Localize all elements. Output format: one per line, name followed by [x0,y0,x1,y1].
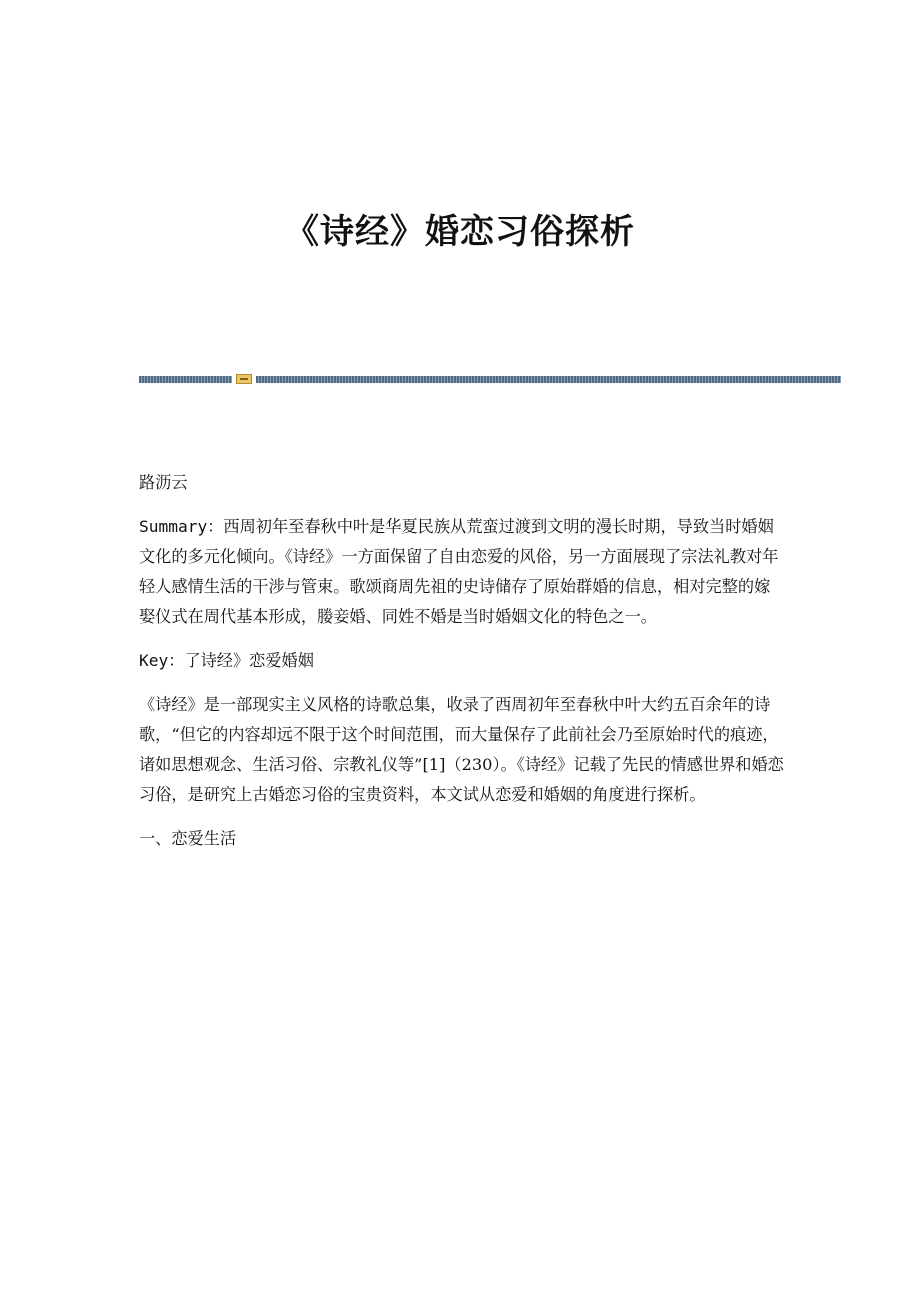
summary-label: Summary： [139,517,224,536]
document-title: 《诗经》婚恋习俗探析 [285,212,635,252]
divider-bar-left [139,376,232,383]
divider-ornament-icon [236,374,252,384]
decorative-divider [139,374,841,384]
body-paragraph: 《诗经》是一部现实主义风格的诗歌总集，收录了西周初年至春秋中叶大约五百余年的诗歌，“但它的内容却远不限于这个时间范围，而大量保存了此前社会乃至原始时代的痕迹，诸如思想观念、生活习俗、宗教礼仪等”[1]（230）。《诗经》记载了先民的情感世界和婚恋习俗，是研究上古婚恋习俗的宝贵资料，本文试从恋爱和婚姻的角度进行探析。 [139,695,784,804]
keywords-label: Key： [139,651,185,670]
author-name: 路沥云 [139,473,188,492]
summary-paragraph [139,512,784,632]
keywords-text: 了诗经》恋爱婚姻 [184,651,314,670]
document-body [139,468,784,854]
section-heading: 一、恋爱生活 [139,829,237,848]
divider-bar-right [256,376,841,383]
keywords-line [139,646,784,676]
summary-text: 西周初年至春秋中叶是华夏民族从荒蛮过渡到文明的漫长时期，导致当时婚姻文化的多元化倾向。《诗经》一方面保留了自由恋爱的风俗，另一方面展现了宗法礼教对年轻人感情生活的干涉与管束。歌颂商周先祖的史诗储存了原始群婚的信息，相对完整的嫁娶仪式在周代基本形成，媵妾婚、同姓不婚是当时婚姻文化的特色之一。 [139,517,779,626]
